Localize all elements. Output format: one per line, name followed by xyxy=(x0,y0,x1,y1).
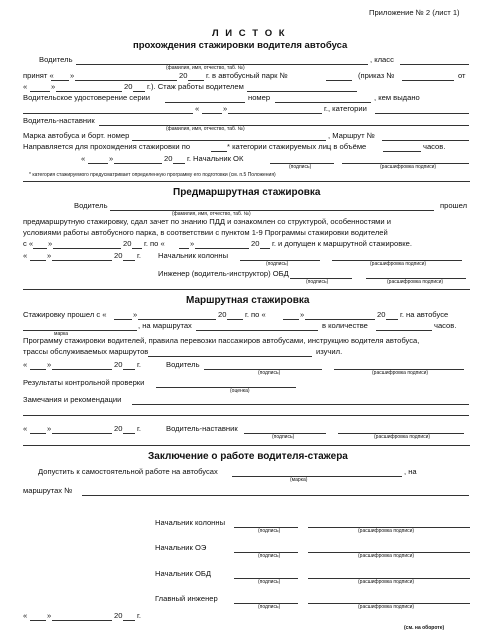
routes-field[interactable] xyxy=(196,330,318,331)
license-series-label: Водительское удостоверение серии xyxy=(23,93,151,102)
license-number-label: номер xyxy=(248,93,271,102)
quote-open: « xyxy=(23,82,28,91)
brand-hint: марка xyxy=(54,331,69,337)
conclusion-oe-label: Начальник ОЭ xyxy=(155,543,207,552)
pre-date-month-field[interactable] xyxy=(52,260,112,261)
issued-by-label: , кем выдано xyxy=(374,93,420,102)
pre-body-line-2: условиями работы автобусного парка, в соответствии с пунктом 1-9 Программы стажировки водителей xyxy=(23,228,388,237)
class-label: , класс xyxy=(370,55,394,64)
pre-body-line-1: предмаршрутную стажировку, сдал зачет по знанию ПДД и ознакомлен со структурой, особенностями и xyxy=(23,217,391,226)
decoding-hint: (расшифровка подписи) xyxy=(372,370,429,376)
bus-model-field[interactable] xyxy=(132,140,326,141)
issue-month-field[interactable] xyxy=(228,113,322,114)
quote-close: » xyxy=(133,310,138,319)
pre-to-day-field[interactable] xyxy=(179,248,189,249)
route-to-day-field[interactable] xyxy=(283,319,299,320)
routes-number-label: маршрутах № xyxy=(23,486,73,495)
quote-open: « xyxy=(195,104,200,113)
conclusion-obd-label: Начальник ОБД xyxy=(155,569,212,578)
year-suffix: г. xyxy=(137,251,141,260)
quote-close: » xyxy=(47,360,52,369)
route-field[interactable] xyxy=(382,140,469,141)
hired-label: принят « xyxy=(23,71,54,80)
year-prefix: 20 xyxy=(179,71,188,80)
route-date-month-field[interactable] xyxy=(52,369,112,370)
footnote: * категория стажируемого предусматривает определенную программу его подготовки (см. п.5 Положения) xyxy=(29,172,276,178)
conclusion-date-year-field[interactable] xyxy=(123,620,135,621)
conclusion-title: Заключение о работе водителя-стажера xyxy=(148,451,348,462)
bus-brand-field[interactable] xyxy=(23,330,137,331)
route-to-year-field[interactable] xyxy=(386,319,398,320)
year-prefix: 20 xyxy=(114,424,123,433)
hours-field[interactable] xyxy=(383,151,421,152)
conclusion-chief-engineer-label: Главный инженер xyxy=(155,594,218,603)
decoding-hint: (расшифровка подписи) xyxy=(374,434,431,440)
fio-hint: (фамилия, имя, отчество, таб. №) xyxy=(166,126,245,132)
route-from-year-field[interactable] xyxy=(227,319,243,320)
year-prefix: 20 xyxy=(251,239,260,248)
license-number-field[interactable] xyxy=(275,102,371,103)
on-bus-label: г. на автобусе xyxy=(400,310,449,319)
year-suffix: г. xyxy=(137,611,141,620)
experience-field[interactable] xyxy=(247,91,357,92)
decoding-hint: (расшифровка подписи) xyxy=(387,279,444,285)
pre-date-day-field[interactable] xyxy=(30,260,46,261)
mentor-date-day-field[interactable] xyxy=(30,433,46,434)
category-label: г., категории xyxy=(324,104,367,113)
signature-hint: (подпись) xyxy=(266,261,289,267)
fio-hint: (фамилия, имя, отчество, таб. №) xyxy=(166,65,245,71)
year-prefix: 20 xyxy=(114,611,123,620)
route-title: Маршрутная стажировка xyxy=(186,295,310,306)
bus-model-label: Марка автобуса и борт. номер xyxy=(23,131,130,140)
pre-driver-field[interactable] xyxy=(110,210,434,211)
decoding-hint: (расшифровка подписи) xyxy=(358,579,415,585)
on-routes-label: , на маршрутах xyxy=(138,321,192,330)
hired-month-field[interactable] xyxy=(75,80,177,81)
signature-hint: (подпись) xyxy=(258,553,281,559)
quote-close: » xyxy=(300,310,305,319)
year-prefix: 20 xyxy=(377,310,386,319)
hired-year-field[interactable] xyxy=(188,80,204,81)
class-field[interactable] xyxy=(400,64,469,65)
route-hours-field[interactable] xyxy=(376,330,432,331)
conclusion-date-day-field[interactable] xyxy=(30,620,46,621)
year-prefix: 20 xyxy=(114,251,123,260)
quote-close: » xyxy=(109,154,114,163)
quote-close: » xyxy=(47,424,52,433)
signature-hint: (подпись) xyxy=(258,528,281,534)
mentor-label: Водитель-наставник xyxy=(23,116,95,125)
sent-label: Направляется для прохождения стажировки по xyxy=(23,142,191,151)
year-prefix: 20 xyxy=(114,360,123,369)
pre-date-year-field[interactable] xyxy=(123,260,135,261)
order-year-field[interactable] xyxy=(133,91,145,92)
program-line-2: трассы обслуживаемых маршрутов xyxy=(23,347,149,356)
quote-close: » xyxy=(70,71,75,80)
fio-hint: (фамилия, имя, отчество, таб. №) xyxy=(172,211,251,217)
order-number-field[interactable] xyxy=(402,80,454,81)
pre-from-year-field[interactable] xyxy=(132,248,142,249)
pre-from-day-field[interactable] xyxy=(33,248,47,249)
pre-to-year-field[interactable] xyxy=(260,248,270,249)
year-prefix: 20 xyxy=(123,239,132,248)
sent-day-field[interactable] xyxy=(88,163,108,164)
section-divider xyxy=(23,289,470,290)
brand-hint: (марка) xyxy=(290,477,308,483)
route-to-month-field[interactable] xyxy=(305,319,375,320)
quantity-label: в количестве xyxy=(322,321,368,330)
passed-label: прошел xyxy=(440,201,468,210)
decoding-hint: (расшифровка подписи) xyxy=(358,604,415,610)
hours-label: часов. xyxy=(434,321,457,330)
document-subtitle: прохождения стажировки водителя автобуса xyxy=(133,40,348,51)
year-prefix: 20 xyxy=(124,82,133,91)
quote-close: » xyxy=(223,104,228,113)
order-from-label: от xyxy=(458,71,466,80)
order-day-field[interactable] xyxy=(30,91,50,92)
conclusion-column-head-label: Начальник колонны xyxy=(155,518,226,527)
column-head-label: Начальник колонны xyxy=(158,251,229,260)
appendix-label: Приложение № 2 (лист 1) xyxy=(369,8,460,17)
remarks-field[interactable] xyxy=(132,404,469,405)
year-suffix: г. xyxy=(137,424,141,433)
quote-open: « xyxy=(81,154,86,163)
pre-from-month-field[interactable] xyxy=(53,248,121,249)
route-from-day-field[interactable] xyxy=(114,319,132,320)
program-line-1: Программу стажировки водителей, правила перевозки пассажиров автобусами, инструкцию водителя автобуса, xyxy=(23,336,420,345)
mentor-field[interactable] xyxy=(99,125,469,126)
grade-hint: (оценка) xyxy=(230,388,250,394)
quote-close: » xyxy=(47,611,52,620)
hr-head-label: г. Начальник ОК xyxy=(187,154,244,163)
quote-open: « xyxy=(23,424,28,433)
volume-label: * категории стажируемых лиц в объёме xyxy=(227,142,367,151)
routes-studied-field[interactable] xyxy=(148,356,312,357)
route-driver-label: Водитель xyxy=(166,360,200,369)
admitted-label: г. и допущен к маршрутной стажировке. xyxy=(272,239,412,248)
conclusion-date-month-field[interactable] xyxy=(52,620,112,621)
trainee-category-field[interactable] xyxy=(211,151,227,152)
route-mentor-label: Водитель-наставник xyxy=(166,424,238,433)
decoding-hint: (расшифровка подписи) xyxy=(370,261,427,267)
license-series-field[interactable] xyxy=(165,102,245,103)
year-prefix: 20 xyxy=(218,310,227,319)
on-label: , на xyxy=(404,467,417,476)
remarks-field-2[interactable] xyxy=(23,415,469,416)
quote-open: « xyxy=(23,611,28,620)
year-prefix: 20 xyxy=(164,154,173,163)
bus-park-number-field[interactable] xyxy=(326,80,352,81)
order-label: (приказ № xyxy=(358,71,395,80)
allowed-routes-field[interactable] xyxy=(82,495,469,496)
signature-hint: (подпись) xyxy=(258,579,281,585)
year-suffix: г. xyxy=(137,360,141,369)
signature-hint: (подпись) xyxy=(258,370,281,376)
hired-day-field[interactable] xyxy=(51,80,69,81)
studied-label: изучил. xyxy=(316,347,343,356)
remarks-label: Замечания и рекомендации xyxy=(23,395,122,404)
mentor-date-year-field[interactable] xyxy=(123,433,135,434)
bus-park-label: г. в автобусный парк № xyxy=(206,71,288,80)
pre-route-title: Предмаршрутная стажировка xyxy=(173,187,321,198)
range-from-label: с « xyxy=(23,239,34,248)
range-to-label: г. по « xyxy=(144,239,165,248)
quote-close: » xyxy=(48,239,53,248)
decoding-hint: (расшифровка подписи) xyxy=(380,164,437,170)
driver-label: Водитель xyxy=(39,55,73,64)
route-passed-label: Стажировку прошел с « xyxy=(23,310,107,319)
route-from-month-field[interactable] xyxy=(138,319,216,320)
allowed-bus-field[interactable] xyxy=(232,476,402,477)
pre-driver-label: Водитель xyxy=(74,201,108,210)
route-date-day-field[interactable] xyxy=(30,369,46,370)
signature-hint: (подпись) xyxy=(289,164,312,170)
results-field[interactable] xyxy=(156,387,296,388)
pre-to-month-field[interactable] xyxy=(195,248,249,249)
order-month-field[interactable] xyxy=(56,91,122,92)
range-to-label: г. по « xyxy=(245,310,266,319)
sent-month-field[interactable] xyxy=(114,163,162,164)
hours-label: часов. xyxy=(423,142,446,151)
decoding-hint: (расшифровка подписи) xyxy=(358,528,415,534)
quote-close: » xyxy=(47,251,52,260)
route-label: , Маршрут № xyxy=(328,131,375,140)
category-field[interactable] xyxy=(375,113,469,114)
sent-year-field[interactable] xyxy=(173,163,185,164)
signature-hint: (подпись) xyxy=(272,434,295,440)
mentor-date-month-field[interactable] xyxy=(52,433,112,434)
quote-close: » xyxy=(51,82,56,91)
quote-close: » xyxy=(190,239,195,248)
experience-label: г.). Стаж работы водителем xyxy=(147,82,244,91)
quote-open: « xyxy=(23,251,28,260)
section-divider xyxy=(23,445,470,446)
results-label: Результаты контрольной проверки xyxy=(23,378,145,387)
see-overleaf-note: (см. на обороте) xyxy=(404,625,445,631)
issued-by-field[interactable] xyxy=(23,113,193,114)
signature-hint: (подпись) xyxy=(306,279,329,285)
route-date-year-field[interactable] xyxy=(123,369,135,370)
decoding-hint: (расшифровка подписи) xyxy=(358,553,415,559)
section-divider xyxy=(23,181,470,182)
quote-open: « xyxy=(23,360,28,369)
signature-hint: (подпись) xyxy=(258,604,281,610)
issue-day-field[interactable] xyxy=(202,113,222,114)
allow-label: Допустить к самостоятельной работе на автобусах xyxy=(38,467,218,476)
document-title: Л И С Т О К xyxy=(212,28,287,39)
engineer-label: Инженер (водитель-инструктор) ОБД xyxy=(158,269,289,278)
